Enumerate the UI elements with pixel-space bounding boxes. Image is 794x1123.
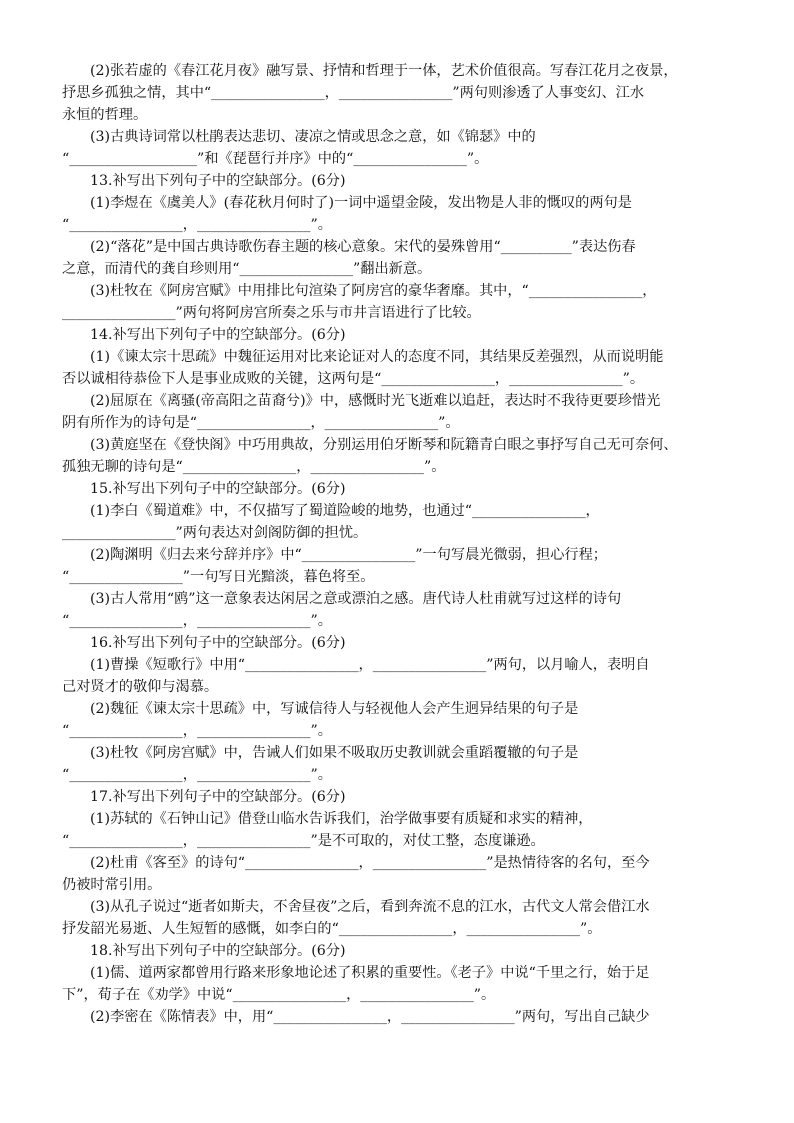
text-line: 仍被时常引用。 [62, 877, 162, 893]
text-line: (1)儒、道两家都曾用行路来形象地论述了积累的重要性。《老子》中说“千里之行，始于足 [90, 965, 650, 981]
question-heading-18: 18.补写出下列句子中的空缺部分。(6分) [90, 943, 346, 959]
text-line: (2)屈原在《离骚(帝高阳之苗裔兮)》中，感慨时光飞逝难以追赶，表达时不我待更要珍惜光 [90, 393, 661, 409]
text-line: 孤独无聊的诗句是“________________，________________”。 [62, 459, 446, 475]
text-line: “__________________”和《琵琶行并序》中的“________________”。 [62, 151, 489, 167]
text-line: (1)苏轼的《石钟山记》借登山临水告诉我们，治学做事要有质疑和求实的精神， [90, 811, 593, 827]
text-line: 己对贤才的敬仰与渴慕。 [62, 679, 219, 695]
text-line: (2)魏征《谏太宗十思疏》中，写诚信待人与轻视他人会产生迥异结果的句子是 [90, 701, 579, 717]
text-line: (2)杜甫《客至》的诗句“________________，________________”是热情待客的名句，至今 [90, 855, 650, 871]
text-line: 阴有所作为的诗句是“________________，________________”。 [62, 415, 460, 431]
text-line: (2)张若虚的《春江花月夜》融写景、抒情和哲理于一体，艺术价值很高。写春江花月之夜景， [90, 63, 678, 79]
text-line: 抒发韶光易逝、人生短暂的感慨，如李白的“________________，________________”。 [62, 921, 602, 937]
text-line: “________________，________________”。 [62, 767, 332, 783]
question-heading-16: 16.补写出下列句子中的空缺部分。(6分) [90, 635, 346, 651]
text-line: 抒思乡孤独之情，其中“________________，________________”两句则渗透了人事变幻、江水 [62, 85, 645, 101]
question-heading-13: 13.补写出下列句子中的空缺部分。(6分) [90, 173, 346, 189]
text-line: (1)李煜在《虞美人》(春花秋月何时了)一词中遥望金陵，发出物是人非的慨叹的两句是 [90, 195, 632, 211]
text-line: “________________”一句写日光黯淡，暮色将至。 [62, 569, 375, 585]
text-line: 之意，而清代的龚自珍则用“________________”翻出新意。 [62, 261, 432, 277]
text-line: (1)曹操《短歌行》中用“________________，________________”两句，以月喻人，表明自 [90, 657, 650, 673]
text-line: ________________”两句将阿房宫所奏之乐与市井言语进行了比较。 [62, 305, 481, 321]
text-line: (3)杜牧《阿房宫赋》中，告诫人们如果不吸取历史教训就会重蹈覆辙的句子是 [90, 745, 579, 761]
text-line: (3)黄庭坚在《登快阁》中巧用典故，分别运用伯牙断琴和阮籍青白眼之事抒写自己无可奈何、 [90, 437, 678, 453]
text-line: ________________”两句表达对剑阁防御的担忧。 [62, 525, 368, 541]
text-line: (2)“落花”是中国古典诗歌伤春主题的核心意象。宋代的晏殊曾用“__________”表达伤春 [90, 239, 636, 255]
text-line: (1)《谏太宗十思疏》中魏征运用对比来论证对人的态度不同，其结果反差强烈，从而说明能 [90, 349, 664, 365]
text-line: 下”，荀子在《劝学》中说“________________，________________”。 [62, 987, 496, 1003]
text-line: (2)李密在《陈情表》中，用“________________，________________”两句，写出自己缺少 [90, 1009, 650, 1025]
text-line: “________________，________________”。 [62, 613, 332, 629]
text-line: (3)杜牧在《阿房宫赋》中用排比句渲染了阿房宫的豪华奢靡。其中，“________________， [90, 283, 657, 299]
text-line: 否以诚相待恭俭下人是事业成败的关键，这两句是“________________，________________”。 [62, 371, 645, 387]
text-line: (2)陶渊明《归去来兮辞并序》中“________________”一句写晨光微弱，担心行程； [90, 547, 607, 563]
text-line: (3)古典诗词常以杜鹃表达悲切、凄凉之情或思念之意，如《锦瑟》中的 [90, 129, 536, 145]
text-line: “________________，________________”是不可取的，对仗工整，态度谦逊。 [62, 833, 545, 849]
text-line: “________________，________________”。 [62, 217, 332, 233]
text-line: “________________，________________”。 [62, 723, 332, 739]
text-line: (1)李白《蜀道难》中，不仅描写了蜀道险峻的地势，也通过“________________， [90, 503, 600, 519]
text-line: 永恒的哲理。 [62, 107, 148, 123]
question-heading-15: 15.补写出下列句子中的空缺部分。(6分) [90, 481, 346, 497]
question-heading-17: 17.补写出下列句子中的空缺部分。(6分) [90, 789, 346, 805]
question-heading-14: 14.补写出下列句子中的空缺部分。(6分) [90, 327, 346, 343]
text-line: (3)古人常用“鸥”这一意象表达闲居之意或漂泊之感。唐代诗人杜甫就写过这样的诗句 [90, 591, 622, 607]
text-line: (3)从孔子说过“逝者如斯夫，不舍昼夜”之后，看到奔流不息的江水，古代文人常会借江水 [90, 899, 650, 915]
